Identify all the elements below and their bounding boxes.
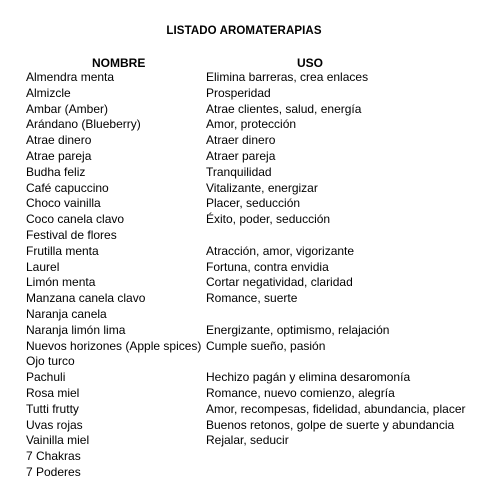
aroma-name: Laurel [26,259,60,274]
aroma-name: 7 Poderes [26,464,81,479]
list-item [0,275,477,291]
list-item [0,307,477,323]
aroma-name: Pachuli [26,370,66,385]
list-item [0,244,477,260]
aroma-name: Naranja limón lima [26,322,126,337]
list-item [0,212,477,228]
list-item [0,339,477,355]
aroma-name: Ojo turco [26,354,75,369]
aroma-name: Nuevos horizones (Apple spices) [26,338,202,353]
list-item [0,181,477,197]
aroma-name: Tutti frutty [26,401,79,416]
aroma-use: Rejalar, seducir [206,433,289,448]
list-item [0,196,477,212]
aroma-use: Romance, suerte [206,291,298,306]
aroma-use: Placer, seducción [206,196,301,211]
aroma-use: Prosperidad [206,85,271,100]
list-item [0,354,477,370]
aroma-use: Hechizo pagán y elimina desaromonía [206,370,411,385]
aroma-use: Tranquilidad [206,164,272,179]
aroma-name: Frutilla menta [26,243,99,258]
list-item [0,386,477,402]
list-item [0,165,477,181]
aroma-use: Atraer pareja [206,148,276,163]
aroma-name: Coco canela clavo [26,212,125,227]
aroma-name: Vainilla miel [26,433,90,448]
aroma-name: Choco vainilla [26,196,101,211]
list-item [0,228,477,244]
aroma-name: Limón menta [26,275,96,290]
list-item [0,323,477,339]
aroma-name: Café capuccino [26,180,109,195]
list-item [0,149,477,165]
aroma-use: Amor, protección [206,117,297,132]
aroma-use: Atraer dinero [206,133,276,148]
list-item [0,370,477,386]
aroma-name: Atrae pareja [26,148,92,163]
aroma-use: Éxito, poder, seducción [206,212,331,227]
list-item [0,465,477,481]
list-item [0,70,477,86]
column-header-name: NOMBRE [92,56,146,70]
aroma-use: Cumple sueño, pasión [206,338,326,353]
aroma-name: Budha feliz [26,164,86,179]
aroma-use: Vitalizante, energizar [206,180,318,195]
aroma-name: Uvas rojas [26,417,83,432]
aroma-list [0,70,477,481]
aroma-name: Almendra menta [26,70,115,84]
aroma-use: Elimina barreras, crea enlaces [206,70,369,84]
aroma-use: Atrae clientes, salud, energía [206,101,362,116]
aroma-use: Energizante, optimismo, relajación [206,322,390,337]
aroma-name: Almizcle [26,85,71,100]
aroma-use: Romance, nuevo comienzo, alegría [206,385,395,400]
list-item [0,449,477,465]
aroma-name: Festival de flores [26,227,117,242]
aroma-name: Arándano (Blueberry) [26,117,141,132]
aroma-name: Atrae dinero [26,133,92,148]
aroma-name: Manzana canela clavo [26,291,146,306]
document-title: LISTADO AROMATERAPIAS [166,25,322,37]
aroma-use: Amor, recompesas, fidelidad, abundancia, placer [206,401,466,416]
list-item [0,133,477,149]
aroma-name: Naranja canela [26,306,107,321]
aroma-use: Cortar negatividad, claridad [206,275,353,290]
aroma-use: Atracción, amor, vigorizante [206,243,355,258]
list-item [0,86,477,102]
column-header-use: USO [297,56,324,70]
list-item [0,260,477,276]
aroma-name: 7 Chakras [26,449,81,464]
list-item [0,433,477,449]
list-item [0,402,477,418]
list-item [0,418,477,434]
list-item [0,117,477,133]
list-item [0,102,477,118]
aroma-use: Fortuna, contra envidia [206,259,329,274]
aroma-name: Rosa miel [26,385,80,400]
aroma-name: Ambar (Amber) [26,101,109,116]
aroma-use: Buenos retonos, golpe de suerte y abundancia [206,417,455,432]
list-item [0,291,477,307]
